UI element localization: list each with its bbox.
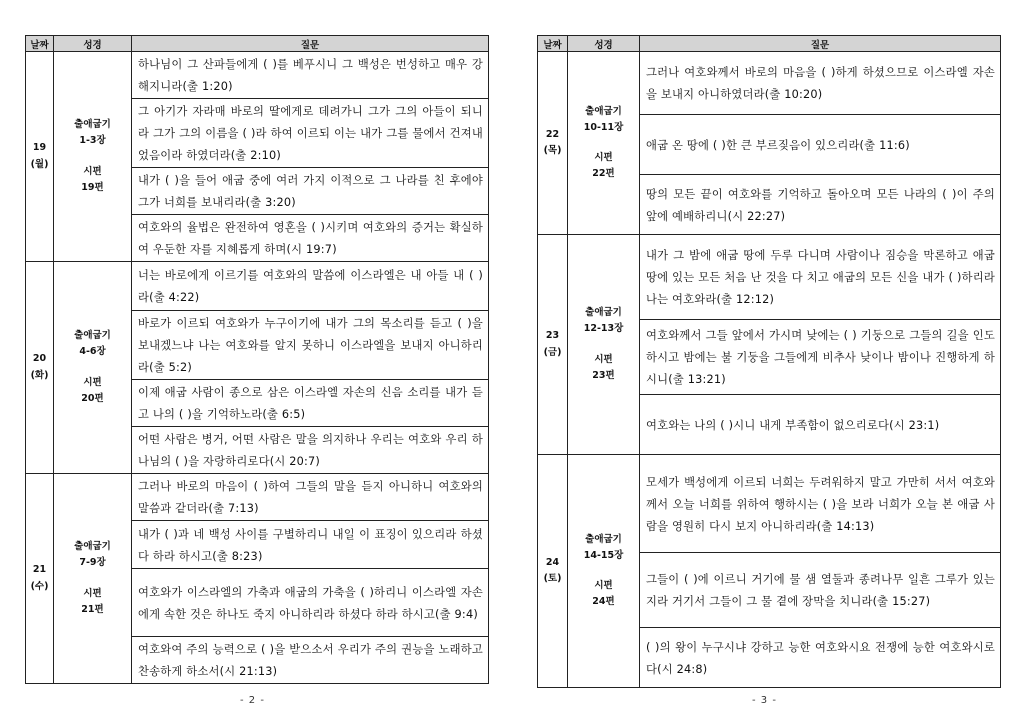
question-cell: 땅의 모든 끝이 여호와를 기억하고 돌아오며 모든 나라의 ( )이 주의 앞에 예배하리니(시 22:27) (640, 175, 1001, 235)
question-cell: 여호와여 주의 능력으로 ( )을 받으소서 우리가 주의 권능을 노래하고 찬송하게 하소서(시 21:13) (132, 637, 489, 684)
psalm-name: 시편 (594, 353, 613, 365)
date-cell (538, 235, 568, 455)
book-chapters: 14-15장 (583, 549, 624, 561)
table-row (26, 52, 489, 99)
weekday: (월) (30, 158, 49, 170)
psalm-name: 시편 (83, 165, 102, 177)
book-name: 출애굽기 (74, 541, 111, 553)
question-cell: 하나님이 그 산파들에게 ( )를 베푸시니 그 백성은 번성하고 매우 강해지니라(출 1:20) (132, 52, 489, 99)
reading-cell (54, 262, 132, 474)
table-row (538, 235, 1001, 320)
date-cell (26, 262, 54, 474)
question-cell: 여호와는 나의 ( )시니 내게 부족함이 없으리로다(시 23:1) (640, 395, 1001, 455)
question-cell: 그들이 ( )에 이르니 거기에 물 샘 열둘과 종려나무 일흔 그루가 있는지라 거기서 그들이 그 물 곁에 장막을 치니라(출 15:27) (640, 553, 1001, 628)
question-cell: 여호와의 율법은 완전하여 영혼을 ( )시키며 여호와의 증거는 확실하여 우둔한 자를 지혜롭게 하며(시 19:7) (132, 215, 489, 262)
psalm-chapter: 22편 (592, 168, 615, 180)
psalm-name: 시편 (594, 580, 613, 591)
psalm-name: 시편 (83, 587, 102, 599)
page-right (537, 35, 1001, 688)
reading-cell (54, 474, 132, 684)
date-cell (26, 52, 54, 262)
question-cell: 너는 바로에게 이르기를 여호와의 말씀에 이스라엘은 내 아들 내 ( )라(출 4:22) (132, 262, 489, 311)
table-row (538, 455, 1001, 553)
header-bible: 성경 (568, 36, 640, 52)
question-cell: 이제 애굽 사람이 종으로 삼은 이스라엘 자손의 신음 소리를 내가 듣고 나의 ( )을 기억하노라(출 6:5) (132, 380, 489, 427)
page-number-left: - 2 - (240, 695, 265, 706)
date-number: 20 (32, 353, 47, 365)
question-cell: 여호와가 이스라엘의 가축과 애굽의 가축을 ( )하리니 이스라엘 자손에게 속한 것은 하나도 죽지 아니하리라 하셨다 하라 하시고(출 9:4) (132, 569, 489, 637)
page-left (25, 35, 489, 684)
weekday: (목) (543, 145, 562, 156)
psalm-chapter: 21편 (81, 603, 104, 615)
quiz-table-right (537, 35, 1001, 688)
psalm-name: 시편 (594, 152, 613, 163)
weekday: (토) (543, 573, 562, 584)
header-date: 날짜 (538, 36, 568, 52)
book-chapters: 10-11장 (583, 121, 624, 133)
question-cell: 여호와께서 그들 앞에서 가시며 낮에는 ( ) 기둥으로 그들의 길을 인도하시고 밤에는 불 기둥을 그들에게 비추사 낮이나 밤이나 진행하게 하시니(출 13:21) (640, 320, 1001, 395)
question-cell: 그러나 여호와께서 바로의 마음을 ( )하게 하셨으므로 이스라엘 자손을 보내지 아니하였더라(출 10:20) (640, 52, 1001, 115)
question-cell: 그러나 바로의 마음이 ( )하여 그들의 말을 듣지 아니하니 여호와의 말씀과 같더라(출 7:13) (132, 474, 489, 521)
reading-cell (54, 52, 132, 262)
psalm-chapter: 24편 (592, 596, 615, 608)
question-cell: 애굽 온 땅에 ( )한 큰 부르짖음이 있으리라(출 11:6) (640, 115, 1001, 175)
psalm-chapter: 20편 (81, 392, 104, 404)
book-name: 출애굽기 (585, 105, 622, 117)
question-cell: 그 아기가 자라매 바로의 딸에게로 데려가니 그가 그의 아들이 되니라 그가 그의 이름을 ( )라 하여 이르되 이는 내가 그를 물에서 건져내었음이라 하였더라(출 2:10) (132, 99, 489, 168)
page-number-right: - 3 - (752, 695, 777, 706)
date-number: 24 (545, 556, 560, 568)
book-chapters: 7-9장 (79, 557, 106, 569)
table-row (538, 52, 1001, 115)
psalm-chapter: 23편 (592, 369, 615, 381)
date-cell (538, 455, 568, 688)
question-cell: 내가 ( )을 들어 애굽 중에 여러 가지 이적으로 그 나라를 친 후에야 그가 너희를 보내리라(출 3:20) (132, 168, 489, 215)
header-question: 질문 (132, 36, 489, 52)
reading-cell (568, 52, 640, 235)
book-name: 출애굽기 (74, 119, 111, 131)
table-row (26, 262, 489, 311)
header-date: 날짜 (26, 36, 54, 52)
weekday: (수) (30, 580, 49, 592)
table-header (26, 36, 489, 52)
date-cell (538, 52, 568, 235)
question-cell: 내가 ( )과 네 백성 사이를 구별하리니 내일 이 표징이 있으리라 하셨다 하라 하시고(출 8:23) (132, 521, 489, 569)
book-chapters: 1-3장 (79, 135, 106, 147)
weekday: (금) (543, 346, 562, 358)
header-bible: 성경 (54, 36, 132, 52)
question-cell: 바로가 이르되 여호와가 누구이기에 내가 그의 목소리를 듣고 ( )을 보내겠느냐 나는 여호와를 알지 못하니 이스라엘을 보내지 아니하리라(출 5:2) (132, 311, 489, 380)
psalm-name: 시편 (83, 376, 102, 388)
question-cell: 모세가 백성에게 이르되 너희는 두려워하지 말고 가만히 서서 여호와께서 오늘 너희를 위하여 행하시는 ( )을 보라 너희가 오늘 본 애굽 사람을 영원히 다시 보지 아니하리라(출 14:13) (640, 455, 1001, 553)
book-name: 출애굽기 (585, 533, 622, 545)
reading-cell (568, 235, 640, 455)
table-header (538, 36, 1001, 52)
book-chapters: 4-6장 (79, 346, 106, 358)
header-question: 질문 (640, 36, 1001, 52)
book-name: 출애굽기 (585, 307, 622, 319)
date-number: 22 (545, 128, 560, 140)
book-chapters: 12-13장 (583, 323, 624, 335)
quiz-table-left (25, 35, 489, 684)
question-cell: 내가 그 밤에 애굽 땅에 두루 다니며 사람이나 짐승을 막론하고 애굽 땅에 있는 모든 처음 난 것을 다 치고 애굽의 모든 신을 내가 ( )하리라 나는 여호와라(출 12:12) (640, 235, 1001, 320)
question-cell: ( )의 왕이 누구시냐 강하고 능한 여호와시요 전쟁에 능한 여호와시로다(시 24:8) (640, 628, 1001, 688)
date-cell (26, 474, 54, 684)
date-number: 21 (32, 564, 47, 576)
table-row (26, 474, 489, 521)
reading-cell (568, 455, 640, 688)
date-number: 19 (32, 142, 47, 154)
book-name: 출애굽기 (74, 330, 111, 342)
date-number: 23 (545, 330, 560, 342)
psalm-chapter: 19편 (81, 181, 104, 193)
weekday: (화) (30, 369, 49, 381)
question-cell: 어떤 사람은 병거, 어떤 사람은 말을 의지하나 우리는 여호와 우리 하나님의 ( )을 자랑하리로다(시 20:7) (132, 427, 489, 474)
